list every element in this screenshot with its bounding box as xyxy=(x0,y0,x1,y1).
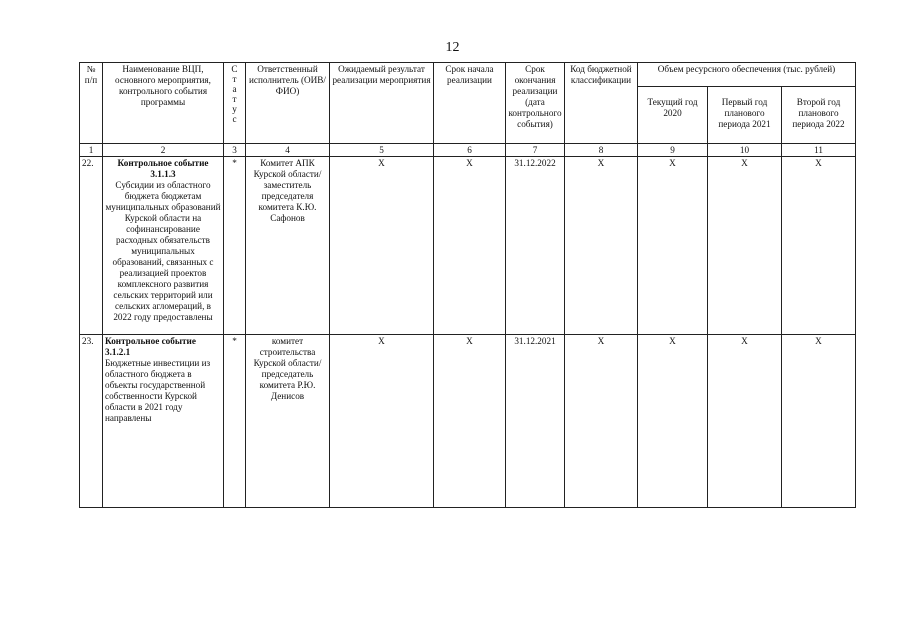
col-number: 3 xyxy=(224,144,246,157)
row-status: * xyxy=(224,157,246,335)
row-name xyxy=(103,157,224,335)
table-row xyxy=(80,335,856,508)
col-number: 8 xyxy=(565,144,638,157)
page-number: 12 xyxy=(445,40,460,55)
row-number: 22. xyxy=(80,157,103,335)
col-number: 7 xyxy=(506,144,565,157)
row-executor: комитет строительства Курской области/ председатель комитета Р.Ю. Денисов xyxy=(246,335,330,508)
header-start: Срок начала реализации xyxy=(434,63,506,144)
header-result: Ожидаемый результат реализации мероприятия xyxy=(330,63,434,144)
row-kbk: X xyxy=(565,157,638,335)
row-2022: X xyxy=(782,335,856,508)
row-status: * xyxy=(224,335,246,508)
row-2020: X xyxy=(638,335,708,508)
col-number: 5 xyxy=(330,144,434,157)
row-end: 31.12.2021 xyxy=(506,335,565,508)
row-name xyxy=(103,335,224,508)
row-2022: X xyxy=(782,157,856,335)
header-name: Наименование ВЦП, основного мероприятия, контрольного события программы xyxy=(103,63,224,144)
row-kbk: X xyxy=(565,335,638,508)
row-result: X xyxy=(330,335,434,508)
row-end: 31.12.2022 xyxy=(506,157,565,335)
header-kbk: Код бюджетной классификации xyxy=(565,63,638,144)
col-number: 4 xyxy=(246,144,330,157)
header-2021: Первый год планового периода 2021 xyxy=(708,87,782,144)
col-number: 9 xyxy=(638,144,708,157)
header-status: С т а т у с xyxy=(224,63,246,144)
event-title: Контрольное событие 3.1.2.1 xyxy=(105,336,196,357)
header-resources: Объем ресурсного обеспечения (тыс. рублей) xyxy=(638,63,856,87)
event-text: Субсидии из областного бюджета бюджетам муниципальных образований Курской области на софинансирование расходных обязательств муниципальных образований, связанных с реализацией проектов комплексного развития сельских территорий или сельских агломераций, в 2022 году предоставлены xyxy=(105,180,221,322)
row-2021: X xyxy=(708,157,782,335)
table-row xyxy=(80,157,856,335)
row-number: 23. xyxy=(80,335,103,508)
row-result: X xyxy=(330,157,434,335)
col-number: 1 xyxy=(80,144,103,157)
header-2022: Второй год планового периода 2022 xyxy=(782,87,856,144)
row-2020: X xyxy=(638,157,708,335)
header-num: № п/п xyxy=(80,63,103,144)
col-number: 11 xyxy=(782,144,856,157)
header-executor: Ответственный исполнитель (ОИВ/ФИО) xyxy=(246,63,330,144)
row-2021: X xyxy=(708,335,782,508)
event-title: Контрольное событие 3.1.1.3 xyxy=(117,158,209,179)
col-number: 6 xyxy=(434,144,506,157)
header-2020: Текущий год 2020 xyxy=(638,87,708,144)
header-end: Срок окончания реализации (дата контрольного события) xyxy=(506,63,565,144)
program-table xyxy=(79,62,856,508)
column-numbers-row xyxy=(80,144,856,157)
row-start: X xyxy=(434,157,506,335)
event-text: Бюджетные инвестиции из областного бюджета в объекты государственной собственности Курской области в 2021 году направлены xyxy=(105,358,211,423)
header-row xyxy=(80,63,856,87)
row-executor: Комитет АПК Курской области/заместитель председателя комитета К.Ю. Сафонов xyxy=(246,157,330,335)
col-number: 10 xyxy=(708,144,782,157)
row-start: X xyxy=(434,335,506,508)
col-number: 2 xyxy=(103,144,224,157)
